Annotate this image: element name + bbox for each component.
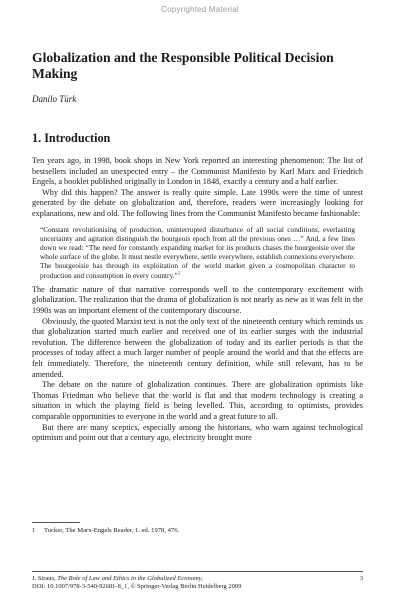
footnote-text: Tucker, The Marx-Engels Reader, 1. ed. 1978, 476. [44, 527, 180, 534]
citation-prefix: J. Straus, [32, 575, 58, 582]
footnote-reference[interactable]: 1 [177, 271, 181, 277]
quote-text: “Constant revolutionising of production, uninterrupted disturbance of all social conditions, everlasting uncertainty and agitation distinguish the bourgeois epoch from all the previous ones …” And, a few lines down we read: “The need for constantly expanding market for its products chases the bourgeoisie over the whole surface of the globe. It must nestle everywhere, settle everywhere, establish connexions everywhere. The bourgeoisie has through its exploitation of the world market given a cosmopolitan character to production and consumption in every country.” [40, 224, 355, 280]
page-footer [32, 575, 363, 591]
book-title: The Role of Law and Ethics in the Globalized Economy, [57, 575, 203, 582]
footnote-number: 1 [32, 527, 36, 534]
page-content [32, 50, 363, 444]
paragraph: The debate on the nature of globalization continues. There are globalization optimists like Thomas Friedman who believe that the world is flat and that modern technology is creating a situation in which the playing field is being levelled. This, according to optimists, provides comparable opportunities to everyone in the world and a great future to all. [32, 380, 363, 421]
paragraph: But there are many sceptics, especially among the historians, who warn against technological optimism and point out that a century ago, electricity brought more [32, 422, 363, 443]
paragraph: Why did this happen? The answer is really quite simple. Late 1990s were the time of unrest generated by the debate on globalization and, therefore, readers were increasingly looking for explanations, new and old. The following lines from the Communist Manifesto became fashionable: [32, 187, 363, 218]
section-title: Introduction [44, 131, 111, 145]
body-text [32, 156, 363, 444]
paragraph: The dramatic nature of that narrative corresponds well to the contemporary excitement with globalization. The realization that the drama of globalization is not nearly as new as it was felt in the 1990s was an important element of the contemporary discourse. [32, 284, 363, 315]
footnote [32, 527, 363, 535]
section-heading [32, 131, 363, 145]
copyright-banner: Copyrighted Material [161, 5, 239, 14]
chapter-title: Globalization and the Responsible Political Decision Making [32, 50, 334, 81]
author-name: Danilo Türk [32, 94, 77, 104]
paragraph: Ten years ago, in 1998, book shops in New York reported an interesting phenomenon: The list of bestsellers included an unexpected entry – the Communist Manifesto by Karl Marx and Friedrich Engels, a booklet published originally in London in 1848, exactly a century and a half earlier. [32, 156, 363, 187]
doi-line: DOI: 10.1007/978-3-540-92681-8_1, © Springer-Verlag Berlin Heidelberg 2009 [32, 583, 242, 591]
footnote-divider [32, 522, 80, 523]
footer-citation [32, 575, 203, 583]
footer-divider [32, 571, 363, 572]
page-number: 3 [359, 575, 363, 582]
section-number: 1. [32, 131, 42, 145]
paragraph: Obviously, the quoted Marxist text is not the only text of the nineteenth century which reminds us that globalization started much earlier and received one of its earlier surges with the industrial revolution. The difference between the globalization of today and its earlier periods is that the processes of today affect a much larger number of people around the world and that the effects are felt immediately. Therefore, the nineteenth century definition, while still relevant, has to be amended. [32, 316, 363, 379]
block-quote [40, 225, 355, 280]
